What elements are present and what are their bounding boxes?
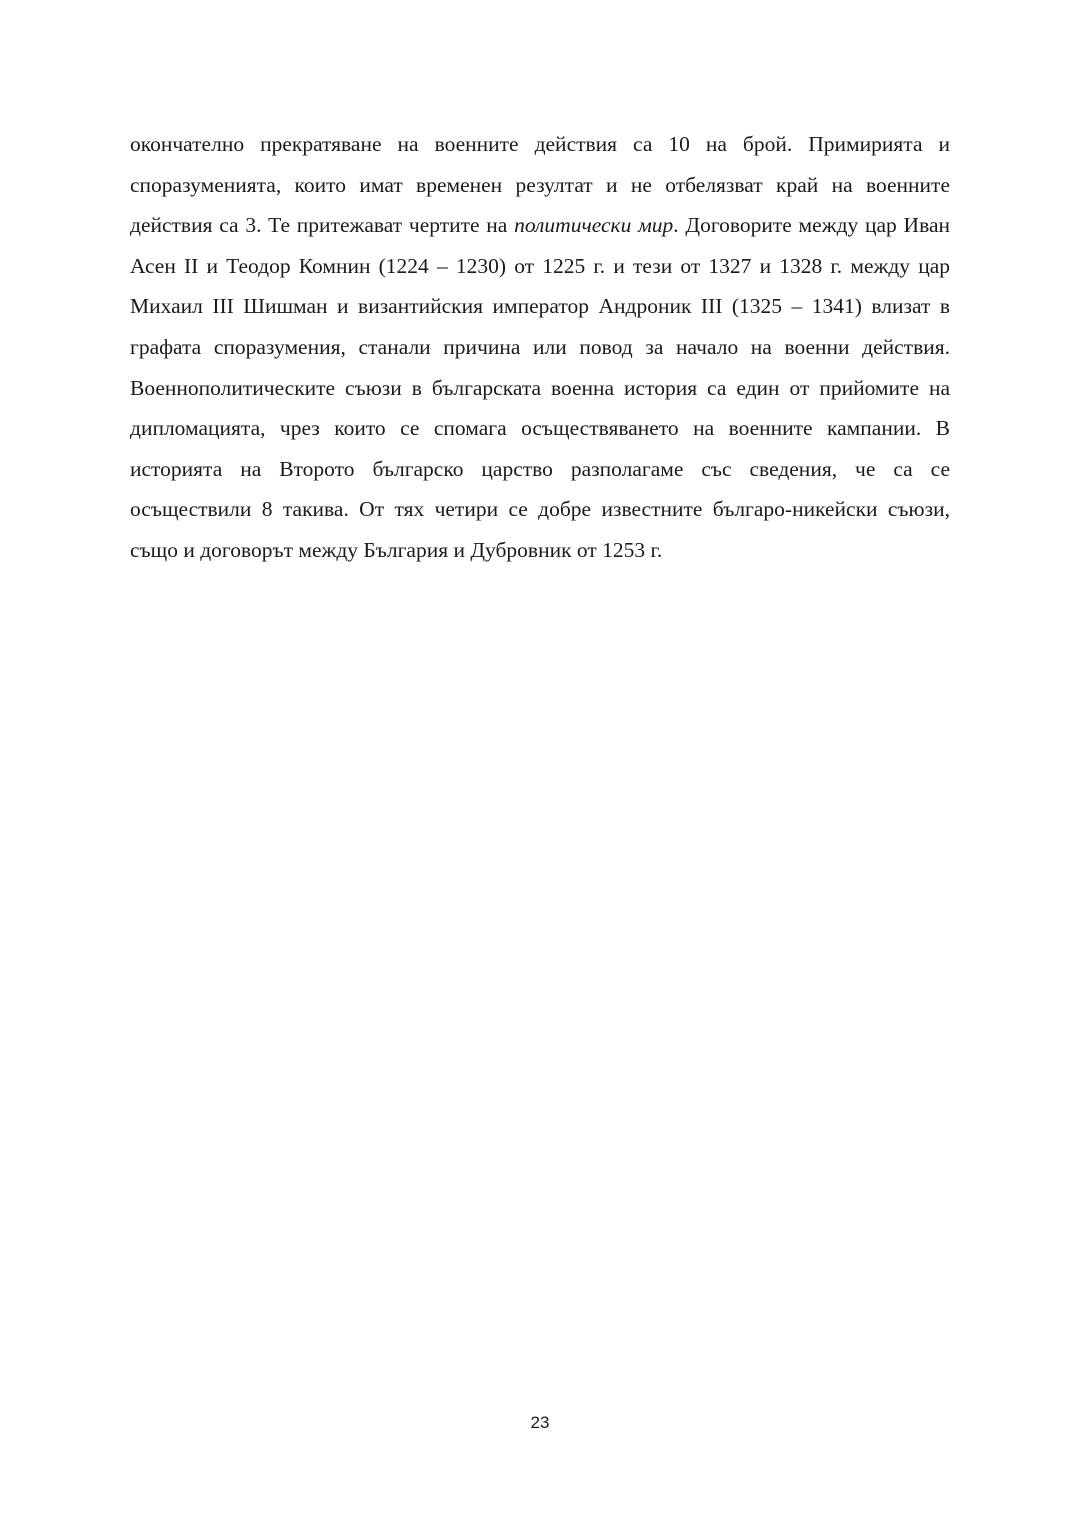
body-paragraph [130, 124, 950, 571]
page-number: 23 [530, 1413, 550, 1432]
paragraph-text-part-2: . Договорите между цар Иван Асен II и Теодор Комнин (1224 – 1230) от 1225 г. и тези от 1327 и 1328 г. между цар Михаил III Шишман и византийския император Андроник III (1325 – 1341) влизат в графата споразумения, станали причина или повод за начало на военни действия. Военнополитическите съюзи в българската военна история са един от прийомите на дипломацията, чрез които се спомага осъществяването на военните кампании. В историята на Второто българско царство разполагаме със сведения, че са се осъществили 8 такива. От тях четири се добре известните българо-никейски съюзи, също и договорът между България и Дубровник от 1253 г. [130, 213, 950, 562]
italic-term: политически мир [514, 213, 674, 238]
paragraph-text-part-1: окончателно прекратяване на военните действия са 10 на брой. Примирията и споразуменията, които имат временен резултат и не отбелязват край на военните действия са 3. Те притежават чертите на [130, 132, 950, 238]
